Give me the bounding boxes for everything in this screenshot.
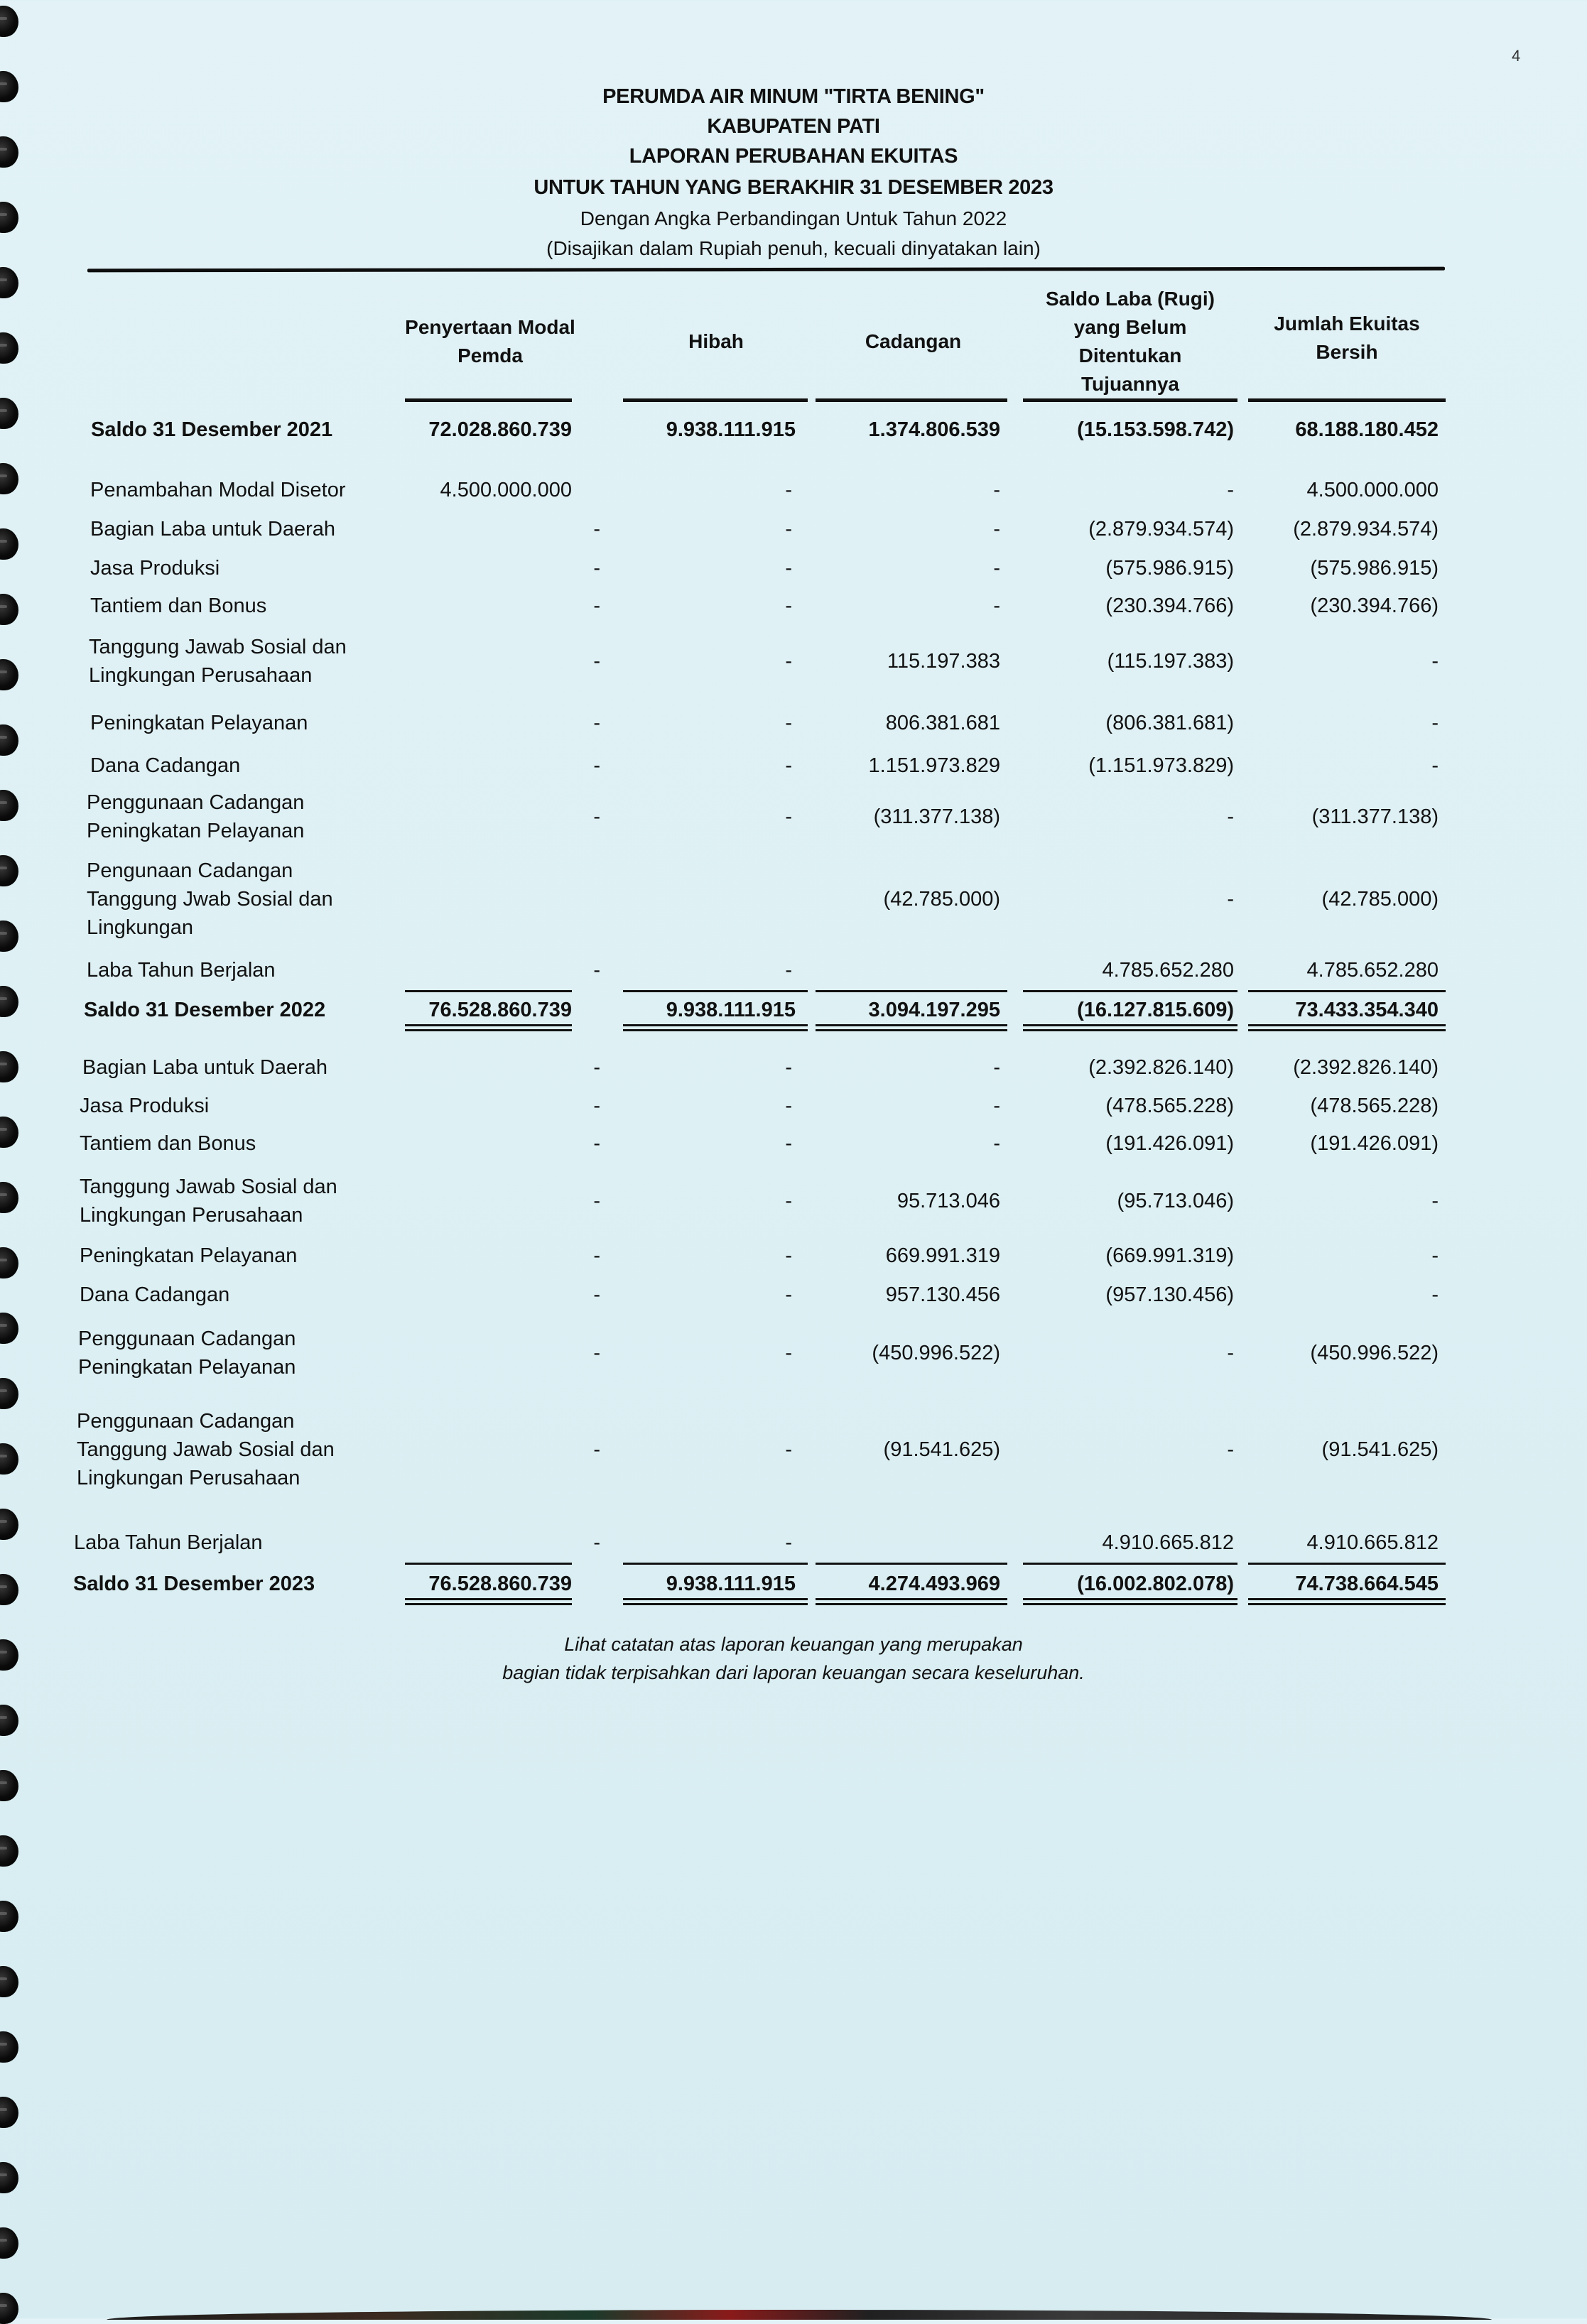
binding-ring (0, 594, 18, 625)
row-label: Bagian Laba untuk Daerah (90, 518, 336, 541)
table-cell-value: 1.374.806.539 (868, 418, 1000, 441)
row-label: Tanggung Jawab Sosial dan (77, 1438, 335, 1461)
table-cell-value: 4.785.652.280 (1306, 959, 1439, 982)
region-name: KABUPATEN PATI (707, 115, 880, 138)
table-cell-value: (957.130.456) (1105, 1283, 1234, 1306)
footer-note-line1: Lihat catatan atas laporan keuangan yang merupakan (564, 1634, 1023, 1655)
total-double-rule (405, 1024, 572, 1026)
row-label: Dana Cadangan (90, 754, 241, 777)
empty-value-dash: - (785, 518, 792, 541)
empty-value-dash: - (785, 1283, 792, 1306)
binding-ring (0, 1705, 18, 1736)
total-double-rule (1248, 1029, 1446, 1031)
row-label: Tanggung Jawab Sosial dan (89, 636, 347, 658)
empty-value-dash: - (1431, 754, 1439, 777)
empty-value-dash: - (593, 650, 600, 673)
table-cell-value: 76.528.860.739 (428, 1573, 572, 1595)
total-double-rule (1023, 1024, 1237, 1026)
binding-ring (0, 724, 18, 756)
table-cell-value: (2.879.934.574) (1293, 518, 1439, 541)
row-label: Peningkatan Pelayanan (80, 1244, 298, 1267)
empty-value-dash: - (593, 518, 600, 541)
table-cell-value: (478.565.228) (1105, 1095, 1234, 1117)
empty-value-dash: - (593, 594, 600, 617)
total-double-rule (1248, 1598, 1446, 1600)
empty-value-dash: - (593, 1095, 600, 1117)
table-cell-value: (15.153.598.742) (1077, 418, 1234, 441)
table-cell-value: 9.938.111.915 (666, 1573, 796, 1595)
binding-ring (0, 2293, 18, 2324)
report-title: LAPORAN PERUBAHAN EKUITAS (629, 145, 958, 168)
table-cell-value: (806.381.681) (1105, 712, 1234, 734)
empty-value-dash: - (785, 712, 792, 734)
column-header-line: Cadangan (865, 330, 962, 352)
empty-value-dash: - (593, 712, 600, 734)
binding-ring (0, 1901, 18, 1932)
empty-value-dash: - (785, 594, 792, 617)
table-cell-value: (2.879.934.574) (1088, 518, 1234, 541)
row-label: Lingkungan (87, 916, 193, 939)
column-header-rule (405, 398, 572, 402)
binding-ring (0, 986, 18, 1017)
binding-ring (0, 1247, 18, 1278)
empty-value-dash: - (593, 1190, 600, 1212)
row-label: Laba Tahun Berjalan (74, 1531, 263, 1554)
total-double-rule (816, 1029, 1007, 1031)
table-cell-value: 73.433.354.340 (1295, 999, 1439, 1021)
row-label: Bagian Laba untuk Daerah (82, 1056, 328, 1079)
table-cell-value: (42.785.000) (1321, 888, 1439, 911)
table-cell-value: 74.738.664.545 (1295, 1573, 1439, 1595)
table-cell-value: (2.392.826.140) (1088, 1056, 1234, 1079)
column-header-line: Jumlah Ekuitas (1274, 313, 1420, 335)
subtotal-rule (1023, 1563, 1237, 1565)
table-cell-value: 115.197.383 (887, 650, 1000, 673)
column-header-rule (623, 398, 808, 402)
binding-ring (0, 2097, 18, 2128)
empty-value-dash: - (785, 1132, 792, 1155)
table-cell-value: (478.565.228) (1310, 1095, 1439, 1117)
currency-note: (Disajikan dalam Rupiah penuh, kecuali dinyatakan lain) (546, 237, 1041, 259)
total-double-rule (623, 1598, 808, 1600)
binding-ring (0, 1378, 18, 1409)
table-cell-value: 3.094.197.295 (868, 999, 1000, 1021)
table-cell-value: (16.127.815.609) (1077, 999, 1234, 1021)
column-header-line: Tujuannya (1081, 373, 1179, 395)
empty-value-dash: - (593, 557, 600, 580)
table-cell-value: (191.426.091) (1310, 1132, 1439, 1155)
report-period: UNTUK TAHUN YANG BERAKHIR 31 DESEMBER 2023 (533, 176, 1054, 199)
total-double-rule (1248, 1603, 1446, 1605)
row-label: Tantiem dan Bonus (90, 594, 267, 617)
table-cell-value: 4.500.000.000 (1306, 479, 1439, 501)
empty-value-dash: - (593, 1132, 600, 1155)
binding-ring (0, 1313, 18, 1344)
column-header-line: Hibah (688, 330, 744, 352)
footer-note-line2: bagian tidak terpisahkan dari laporan keuangan secara keseluruhan. (502, 1662, 1085, 1683)
binding-ring (0, 1443, 18, 1475)
table-cell-value: (191.426.091) (1105, 1132, 1234, 1155)
table-cell-value: (16.002.802.078) (1077, 1573, 1234, 1595)
subtotal-rule (1248, 1563, 1446, 1565)
table-cell-value: 669.991.319 (885, 1244, 1000, 1267)
row-label: Tanggung Jwab Sosial dan (87, 888, 333, 911)
row-label: Pengunaan Cadangan (87, 859, 293, 882)
binding-ring (0, 1770, 18, 1801)
empty-value-dash: - (1431, 1283, 1439, 1306)
column-header-cadangan (816, 327, 1011, 356)
total-double-rule (816, 1598, 1007, 1600)
binding-ring (0, 790, 18, 821)
subtotal-rule (816, 1563, 1007, 1565)
empty-value-dash: - (1227, 1342, 1234, 1364)
table-cell-value: 4.910.665.812 (1306, 1531, 1439, 1554)
table-cell-value: 72.028.860.739 (428, 418, 572, 441)
total-double-rule (816, 1024, 1007, 1026)
column-header-jumlah-ekuitas (1248, 310, 1446, 366)
table-cell-value: (230.394.766) (1310, 594, 1439, 617)
empty-value-dash: - (993, 1095, 1000, 1117)
empty-value-dash: - (785, 1095, 792, 1117)
empty-value-dash: - (785, 1438, 792, 1461)
empty-value-dash: - (993, 594, 1000, 617)
column-header-rule (1023, 398, 1237, 402)
row-label-saldo-2022: Saldo 31 Desember 2022 (84, 999, 326, 1021)
table-cell-value: (575.986.915) (1105, 557, 1234, 580)
row-label: Lingkungan Perusahaan (77, 1467, 300, 1489)
empty-value-dash: - (593, 1438, 600, 1461)
table-cell-value: 806.381.681 (885, 712, 1000, 734)
table-cell-value: (91.541.625) (1321, 1438, 1439, 1461)
total-double-rule (623, 1603, 808, 1605)
subtotal-rule (623, 990, 808, 992)
empty-value-dash: - (785, 805, 792, 828)
empty-value-dash: - (785, 1342, 792, 1364)
column-header-rule (1248, 398, 1446, 402)
binding-ring (0, 1835, 18, 1867)
row-label: Peningkatan Pelayanan (87, 820, 305, 842)
row-label: Peningkatan Pelayanan (78, 1356, 296, 1379)
empty-value-dash: - (993, 1056, 1000, 1079)
empty-value-dash: - (785, 1190, 792, 1212)
row-label: Lingkungan Perusahaan (89, 664, 313, 687)
binding-ring (0, 1509, 18, 1540)
empty-value-dash: - (1227, 805, 1234, 828)
empty-value-dash: - (593, 1283, 600, 1306)
empty-value-dash: - (993, 479, 1000, 501)
row-label: Dana Cadangan (80, 1283, 230, 1306)
total-double-rule (816, 1603, 1007, 1605)
row-label: Jasa Produksi (90, 557, 220, 580)
empty-value-dash: - (785, 1531, 792, 1554)
table-cell-value: (311.377.138) (873, 805, 1000, 828)
binding-ring (0, 2031, 18, 2063)
row-label: Tantiem dan Bonus (80, 1132, 256, 1155)
empty-value-dash: - (1431, 1190, 1439, 1212)
table-cell-value: (95.713.046) (1117, 1190, 1234, 1212)
subtotal-rule (816, 990, 1007, 992)
table-cell-value: (450.996.522) (872, 1342, 1000, 1364)
empty-value-dash: - (1431, 650, 1439, 673)
total-double-rule (623, 1024, 808, 1026)
empty-value-dash: - (785, 1244, 792, 1267)
empty-value-dash: - (593, 1342, 600, 1364)
subtotal-rule (1248, 990, 1446, 992)
total-double-rule (1023, 1598, 1237, 1600)
row-label: Tanggung Jawab Sosial dan (80, 1175, 337, 1198)
page-number: 4 (1512, 47, 1521, 65)
binding-ring (0, 855, 18, 886)
row-label-saldo-2021: Saldo 31 Desember 2021 (91, 418, 333, 441)
subtotal-rule (405, 990, 572, 992)
table-cell-value: 76.528.860.739 (428, 999, 572, 1021)
empty-value-dash: - (993, 557, 1000, 580)
subtotal-rule (1023, 990, 1237, 992)
total-double-rule (405, 1598, 572, 1600)
empty-value-dash: - (593, 1056, 600, 1079)
empty-value-dash: - (593, 959, 600, 982)
binding-ring (0, 1051, 18, 1082)
row-label: Laba Tahun Berjalan (87, 959, 276, 982)
subtotal-rule (405, 1563, 572, 1565)
binding-ring (0, 2227, 18, 2259)
table-cell-value: 4.785.652.280 (1102, 959, 1234, 982)
column-header-line: yang Belum (1073, 316, 1187, 338)
empty-value-dash: - (1431, 1244, 1439, 1267)
binding-ring (0, 267, 18, 298)
total-double-rule (1248, 1024, 1446, 1026)
empty-value-dash: - (785, 557, 792, 580)
header-rule (87, 267, 1445, 273)
column-header-rule (816, 398, 1007, 402)
table-cell-value: (42.785.000) (883, 888, 1000, 911)
total-double-rule (405, 1603, 572, 1605)
empty-value-dash: - (593, 1244, 600, 1267)
total-double-rule (1023, 1603, 1237, 1605)
row-label: Peningkatan Pelayanan (90, 712, 308, 734)
empty-value-dash: - (593, 754, 600, 777)
empty-value-dash: - (1227, 888, 1234, 911)
table-cell-value: (115.197.383) (1107, 650, 1234, 673)
column-header-line: Pemda (457, 344, 523, 366)
binding-ring (0, 1966, 18, 1997)
table-cell-value: (575.986.915) (1310, 557, 1439, 580)
empty-value-dash: - (993, 518, 1000, 541)
table-cell-value: 957.130.456 (885, 1283, 1000, 1306)
total-double-rule (623, 1029, 808, 1031)
binding-ring (0, 659, 18, 690)
table-cell-value: (450.996.522) (1310, 1342, 1439, 1364)
binding-ring (0, 6, 18, 37)
binding-ring (0, 921, 18, 952)
table-cell-value: 9.938.111.915 (666, 418, 796, 441)
empty-value-dash: - (1431, 712, 1439, 734)
row-label-saldo-2023: Saldo 31 Desember 2023 (73, 1573, 315, 1595)
empty-value-dash: - (1227, 1438, 1234, 1461)
empty-value-dash: - (593, 805, 600, 828)
table-cell-value: 4.274.493.969 (868, 1573, 1000, 1595)
empty-value-dash: - (785, 754, 792, 777)
binding-ring (0, 1117, 18, 1148)
column-header-line: Saldo Laba (Rugi) (1046, 288, 1215, 310)
row-label: Lingkungan Perusahaan (80, 1204, 303, 1227)
table-cell-value: 95.713.046 (897, 1190, 1000, 1212)
total-double-rule (405, 1029, 572, 1031)
binding-ring (0, 528, 18, 560)
row-label: Penggunaan Cadangan (87, 791, 305, 814)
subtotal-rule (623, 1563, 808, 1565)
empty-value-dash: - (785, 959, 792, 982)
table-cell-value: 9.938.111.915 (666, 999, 796, 1021)
table-cell-value: (91.541.625) (883, 1438, 1000, 1461)
table-cell-value: 4.500.000.000 (440, 479, 572, 501)
column-header-saldo-laba (1023, 285, 1237, 398)
table-cell-value: (1.151.973.829) (1088, 754, 1234, 777)
table-cell-value: (669.991.319) (1105, 1244, 1234, 1267)
binding-ring (0, 1182, 18, 1213)
binding-ring (0, 1574, 18, 1605)
table-cell-value: (2.392.826.140) (1293, 1056, 1439, 1079)
total-double-rule (1023, 1029, 1237, 1031)
empty-value-dash: - (1227, 479, 1234, 501)
company-name: PERUMDA AIR MINUM "TIRTA BENING" (602, 85, 985, 108)
row-label: Penggunaan Cadangan (78, 1327, 296, 1350)
column-header-line: Penyertaan Modal (405, 316, 575, 338)
table-cell-value: (311.377.138) (1311, 805, 1439, 828)
row-label: Penggunaan Cadangan (77, 1410, 295, 1433)
column-header-line: Ditentukan (1078, 344, 1182, 366)
row-label: Jasa Produksi (80, 1095, 210, 1117)
column-header-line: Bersih (1316, 341, 1378, 363)
column-header-hibah (623, 327, 809, 356)
empty-value-dash: - (593, 1531, 600, 1554)
binding-ring (0, 398, 18, 429)
binding-ring (0, 463, 18, 494)
empty-value-dash: - (785, 1056, 792, 1079)
empty-value-dash: - (993, 1132, 1000, 1155)
empty-value-dash: - (785, 650, 792, 673)
row-label: Penambahan Modal Disetor (90, 479, 346, 501)
table-cell-value: 1.151.973.829 (868, 754, 1000, 777)
binding-ring (0, 332, 18, 364)
empty-value-dash: - (785, 479, 792, 501)
table-cell-value: 68.188.180.452 (1295, 418, 1439, 441)
table-cell-value: (230.394.766) (1105, 594, 1234, 617)
table-cell-value: 4.910.665.812 (1102, 1531, 1234, 1554)
binding-ring (0, 2162, 18, 2193)
comparison-note: Dengan Angka Perbandingan Untuk Tahun 2022 (580, 207, 1007, 229)
column-header-penyertaan-modal (405, 313, 575, 370)
